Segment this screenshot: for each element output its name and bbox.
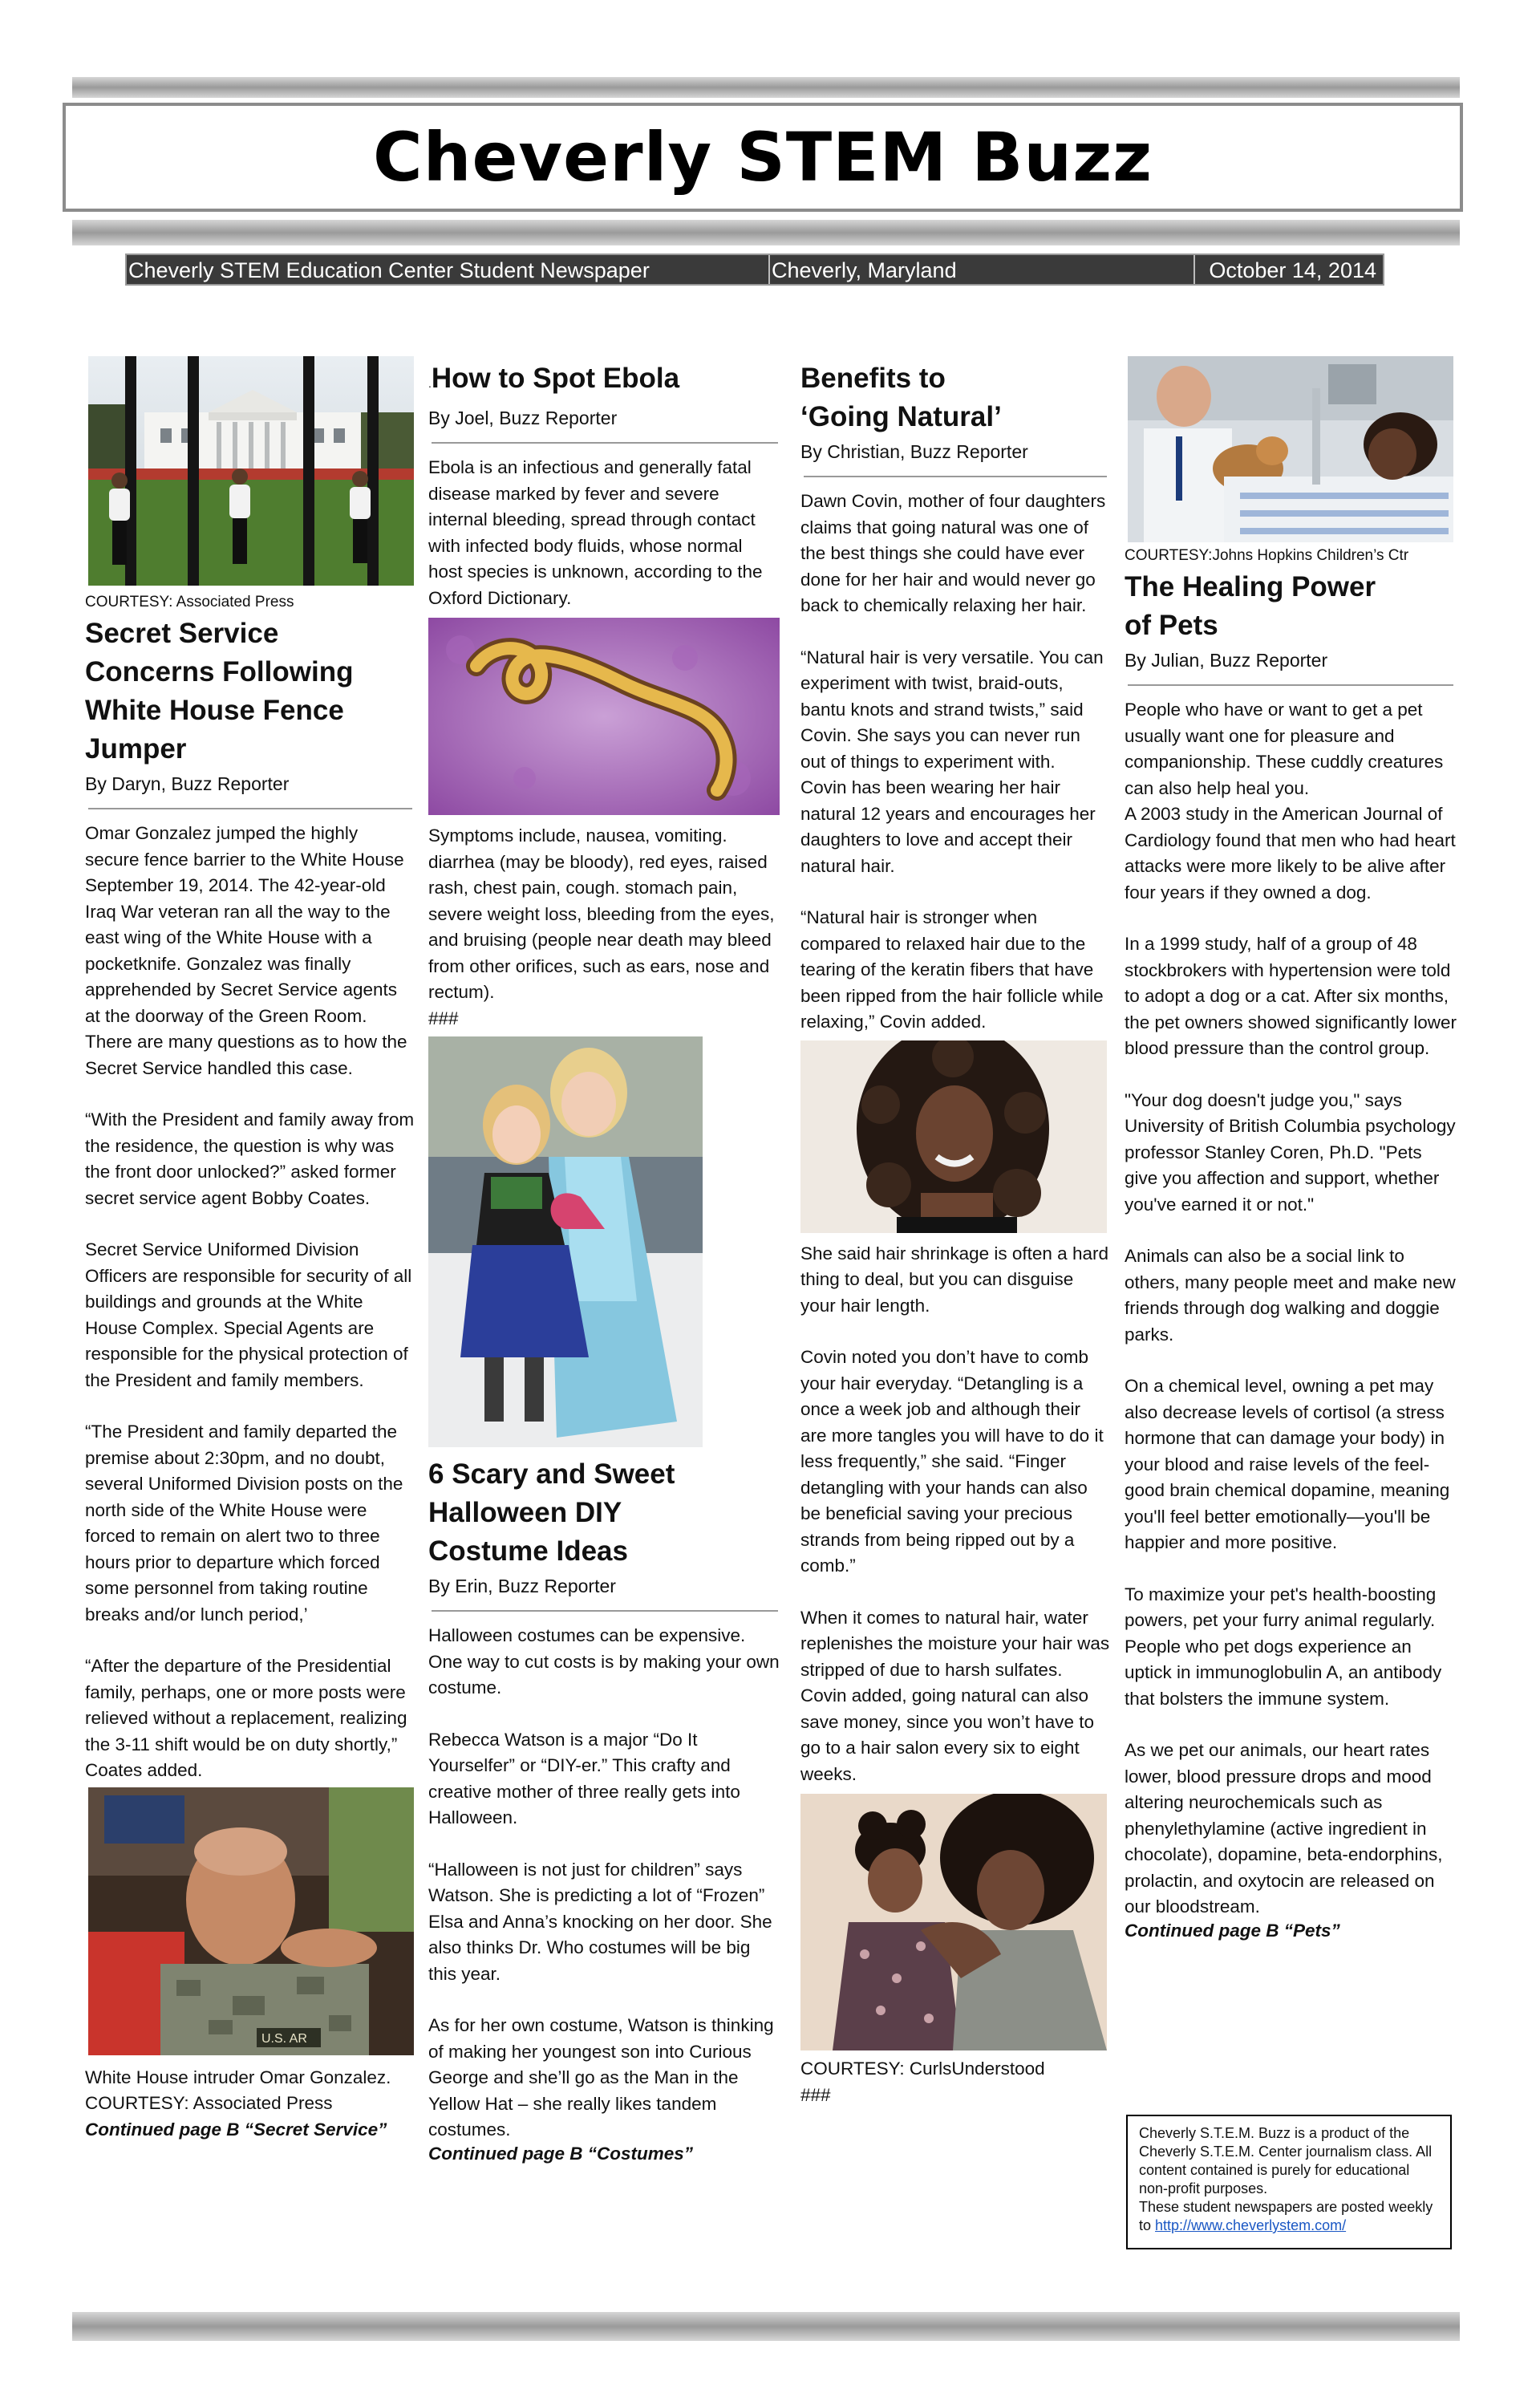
paragraph: Symptoms include, nausea, vomiting. diarrhea (may be bloody), red eyes, raised rash, chest pain, cough. stomach pain, severe weight loss, bleeding from the eyes, and bruising (people near death may bleed from other orifices, such as ears, nose and rectum). bbox=[428, 825, 775, 1002]
article-body bbox=[800, 489, 1110, 1036]
footer-decorative-bar bbox=[72, 2312, 1460, 2341]
paragraph: She said hair shrinkage is often a hard thing to deal, but you can disguise your hair length. bbox=[800, 1243, 1108, 1316]
article-headline bbox=[1125, 568, 1457, 645]
byline-rule bbox=[432, 1610, 778, 1612]
byline-role: Buzz Reporter bbox=[165, 773, 290, 794]
top-decorative-bar bbox=[72, 77, 1460, 98]
paragraph: As for her own costume, Watson is thinking of making her youngest son into Curious George and she’ll go as the Man in the Yellow Hat – she really likes tandem costumes. bbox=[428, 2015, 774, 2140]
byline bbox=[85, 773, 415, 795]
article-body bbox=[800, 1241, 1110, 1788]
continued-link[interactable]: Continued page B “Pets” bbox=[1125, 1920, 1340, 1941]
halloween-costume-photo bbox=[428, 1036, 703, 1447]
headline-line: Benefits to bbox=[800, 363, 946, 394]
headline-line: Costume Ideas bbox=[428, 1535, 628, 1567]
byline bbox=[1125, 650, 1457, 671]
byline bbox=[428, 408, 781, 429]
paragraph: “The President and family departed the premise about 2:30pm, and no doubt, several Uniformed Division posts on the north side of the White House were forced to remain on alert two to three hours prior to departure which forced some personnel from taking routine breaks and/or lunch period,’ bbox=[85, 1422, 403, 1625]
paragraph: “After the departure of the Presidential family, perhaps, one or more posts were relieved without a replacement, realizing the 3-11 shift would be on duty shortly,” Coates added. bbox=[85, 1656, 407, 1780]
byline-name: By Daryn, bbox=[85, 773, 166, 794]
paragraph: Covin has been wearing her hair natural 12 years and encourages her daughters to love and accept their natural hair. bbox=[800, 777, 1096, 876]
paragraph: “Natural hair is stronger when compared to relaxed hair due to the tearing of the keratin fibers that have been ripped from the hair follicle while relaxing,” Covin added. bbox=[800, 907, 1104, 1032]
continued-link[interactable]: Continued page B “Costumes” bbox=[428, 2143, 694, 2164]
byline-rule bbox=[804, 476, 1107, 477]
paragraph: When it comes to natural hair, water replenishes the moisture your hair was stripped of due to harsh sulfates. Covin added, going natural can also save money, since you won’t have to go to a hair salon every six to eight weeks. bbox=[800, 1607, 1110, 1784]
natural-hair-portrait-photo bbox=[800, 1040, 1107, 1233]
article-body bbox=[428, 1623, 781, 2144]
paragraph: To maximize your pet's health-boosting powers, pet your furry animal regularly. People who pet dogs experience an uptick in immunoglobulin A, an antibody that bolsters the immune system. bbox=[1125, 1584, 1442, 1709]
article-headline bbox=[428, 1455, 781, 1571]
byline-role: Buzz Reporter bbox=[905, 441, 1028, 462]
mother-daughter-photo bbox=[800, 1794, 1107, 2050]
byline-name: By Christian, bbox=[800, 441, 906, 462]
website-link[interactable]: http://www.cheverlystem.com/ bbox=[1155, 2217, 1347, 2233]
headline-line: Jumper bbox=[85, 733, 187, 765]
info-divider bbox=[768, 255, 770, 284]
article-body bbox=[1125, 697, 1457, 1921]
paragraph: Dawn Covin, mother of four daughters claims that going natural was one of the best things she could have ever done for her hair and would never go back to chemically relaxing her hair. bbox=[800, 491, 1106, 615]
notice-text: These student newspapers are posted weekly to bbox=[1139, 2199, 1433, 2233]
paragraph: People who have or want to get a pet usually want one for pleasure and companionship. These cuddly creatures can also help heal you. bbox=[1125, 700, 1444, 798]
pet-therapy-photo bbox=[1128, 356, 1453, 542]
uniform-tape-text: U.S. AR bbox=[261, 2031, 307, 2046]
headline-mark: . bbox=[428, 377, 432, 390]
paragraph: Ebola is an infectious and generally fatal disease marked by fever and severe internal bleeding, spread through contact with infected body fluids, whose normal host species is unknown, according to the Oxford Dictionary. bbox=[428, 457, 763, 608]
info-location: Cheverly, Maryland bbox=[772, 258, 957, 282]
byline-name: By Joel, bbox=[428, 408, 494, 428]
continued-link[interactable]: Continued page B “Secret Service” bbox=[85, 2119, 387, 2140]
article-headline bbox=[800, 359, 1110, 436]
paragraph: Covin noted you don’t have to comb your hair everyday. “Detangling is a once a week job and although their are more tangles you will have to do it less frequently,” she said. “Finger detangling with your hands can also be beneficial saving your precious strands from being ripped out by a comb.” bbox=[800, 1347, 1104, 1576]
byline-role: Buzz Reporter bbox=[492, 1576, 616, 1596]
headline-line: Concerns Following bbox=[85, 656, 354, 688]
paragraph: As we pet our animals, our heart rates lower, blood pressure drops and mood altering neurochemicals such as phenylethylamine (active ingredient in chocolate), dopamine, beta-endorphins, prolactin, and oxytocin are released on our bloodstream. bbox=[1125, 1740, 1443, 1917]
end-mark: ### bbox=[800, 2085, 831, 2105]
paragraph: “With the President and family away from the residence, the question is why was the front door unlocked?” asked former secret service agent Bobby Coates. bbox=[85, 1109, 415, 1208]
paragraph: On a chemical level, owning a pet may also decrease levels of cortisol (a stress hormone that can damage your body) in your blood and raise levels of the feel-good brain chemical dopamine, meaning you'll feel better emotionally—you'll be happier and more positive. bbox=[1125, 1376, 1450, 1552]
column-going-natural bbox=[800, 356, 1110, 2109]
info-bar bbox=[125, 254, 1384, 286]
byline bbox=[800, 441, 1110, 463]
masthead-bottom-bar bbox=[72, 220, 1460, 245]
byline-role: Buzz Reporter bbox=[493, 408, 618, 428]
column-secret-service bbox=[85, 356, 415, 2140]
byline bbox=[428, 1576, 781, 1597]
paragraph: Animals can also be a social link to others, many people meet and make new friends through dog walking and doggie parks. bbox=[1125, 1246, 1456, 1345]
white-house-photo bbox=[88, 356, 414, 586]
info-publication: Cheverly STEM Education Center Student Newspaper bbox=[128, 258, 650, 282]
column-healing-pets bbox=[1125, 356, 1457, 1941]
paragraph: "Your dog doesn't judge you," says University of British Columbia psychology professor Stanley Coren, Ph.D. "Pets give you affection and support, whether you've earned it or not." bbox=[1125, 1089, 1456, 1215]
photo-caption: COURTESY: Associated Press bbox=[85, 594, 294, 610]
column-ebola-halloween bbox=[428, 356, 781, 2164]
paragraph: Rebecca Watson is a major “Do It Yourselfer” or “DIY-er.” This crafty and creative mother of three really gets into Halloween. bbox=[428, 1729, 740, 1827]
photo-caption: COURTESY:Johns Hopkins Children’s Ctr bbox=[1125, 547, 1409, 564]
notice-text-line bbox=[1139, 2198, 1439, 2235]
caption-line: COURTESY: Associated Press bbox=[85, 2092, 333, 2113]
byline-role: Buzz Reporter bbox=[1204, 650, 1328, 671]
byline-name: By Julian, bbox=[1125, 650, 1205, 671]
article-body bbox=[85, 821, 415, 1784]
article-headline bbox=[428, 359, 781, 403]
notice-text: Cheverly S.T.E.M. Buzz is a product of the Cheverly S.T.E.M. Center journalism class. All content contained is purely for educational non-profit purposes. bbox=[1139, 2125, 1433, 2196]
photo-caption bbox=[85, 2065, 415, 2116]
article-body bbox=[800, 2083, 1110, 2109]
headline-line: of Pets bbox=[1125, 610, 1218, 641]
photo-caption: COURTESY: CurlsUnderstood bbox=[800, 2059, 1045, 2079]
info-divider bbox=[1194, 255, 1195, 284]
end-mark: ### bbox=[428, 1008, 459, 1028]
article-headline bbox=[85, 615, 415, 769]
paragraph: In a 1999 study, half of a group of 48 stockbrokers with hypertension were told to adopt a dog or a cat. After six months, the pet owners showed significantly lower blood pressure than the control group. bbox=[1125, 934, 1457, 1058]
paragraph: “Natural hair is very versatile. You can experiment with twist, braid-outs, bantu knots and strand twists,” said Covin. She says you can never run out of things to experiment with. bbox=[800, 647, 1104, 772]
byline-rule bbox=[88, 808, 412, 809]
info-date: October 14, 2014 bbox=[1209, 258, 1376, 282]
publication-notice bbox=[1126, 2115, 1452, 2249]
headline-text: How to Spot Ebola bbox=[431, 363, 680, 394]
headline-line: White House Fence bbox=[85, 695, 344, 726]
headline-line: ‘Going Natural’ bbox=[800, 401, 1002, 432]
headline-line: Halloween DIY bbox=[428, 1497, 622, 1528]
byline-rule bbox=[432, 442, 778, 444]
headline-line: The Healing Power bbox=[1125, 571, 1376, 602]
headline-line: Secret Service bbox=[85, 618, 279, 649]
paragraph: A 2003 study in the American Journal of Cardiology found that men who had heart attacks were more likely to be alive after four years if they owned a dog. bbox=[1125, 804, 1456, 903]
paragraph: Omar Gonzalez jumped the highly secure fence barrier to the White House September 19, 2014. The 42-year-old Iraq War veteran ran all the way to the east wing of the White House with a pocketknife. Gonzalez was finally apprehended by Secret Service agents at the doorway of the Green Room. There are many questions as to how the Secret Service handled this case. bbox=[85, 823, 407, 1078]
article-body bbox=[428, 823, 781, 1032]
byline-name: By Erin, bbox=[428, 1576, 493, 1596]
headline-line: 6 Scary and Sweet bbox=[428, 1458, 675, 1490]
paragraph: Secret Service Uniformed Division Officers are responsible for security of all buildings and grounds at the White House Complex. Special Agents are responsible for the physical protection of the President and family members. bbox=[85, 1239, 412, 1390]
caption-line: White House intruder Omar Gonzalez. bbox=[85, 2067, 391, 2087]
paragraph: Halloween costumes can be expensive. One way to cut costs is by making your own costume. bbox=[428, 1625, 780, 1698]
ebola-virus-photo bbox=[428, 618, 780, 815]
paragraph: “Halloween is not just for children” says Watson. She is predicting a lot of “Frozen” Elsa and Anna’s knocking on her door. She also thinks Dr. Who costumes will be big this year. bbox=[428, 1859, 772, 1984]
intruder-photo bbox=[88, 1787, 414, 2055]
newspaper-title: Cheverly STEM Buzz bbox=[373, 118, 1153, 197]
byline-rule bbox=[1128, 684, 1453, 686]
article-body bbox=[428, 455, 781, 611]
masthead bbox=[63, 103, 1463, 212]
